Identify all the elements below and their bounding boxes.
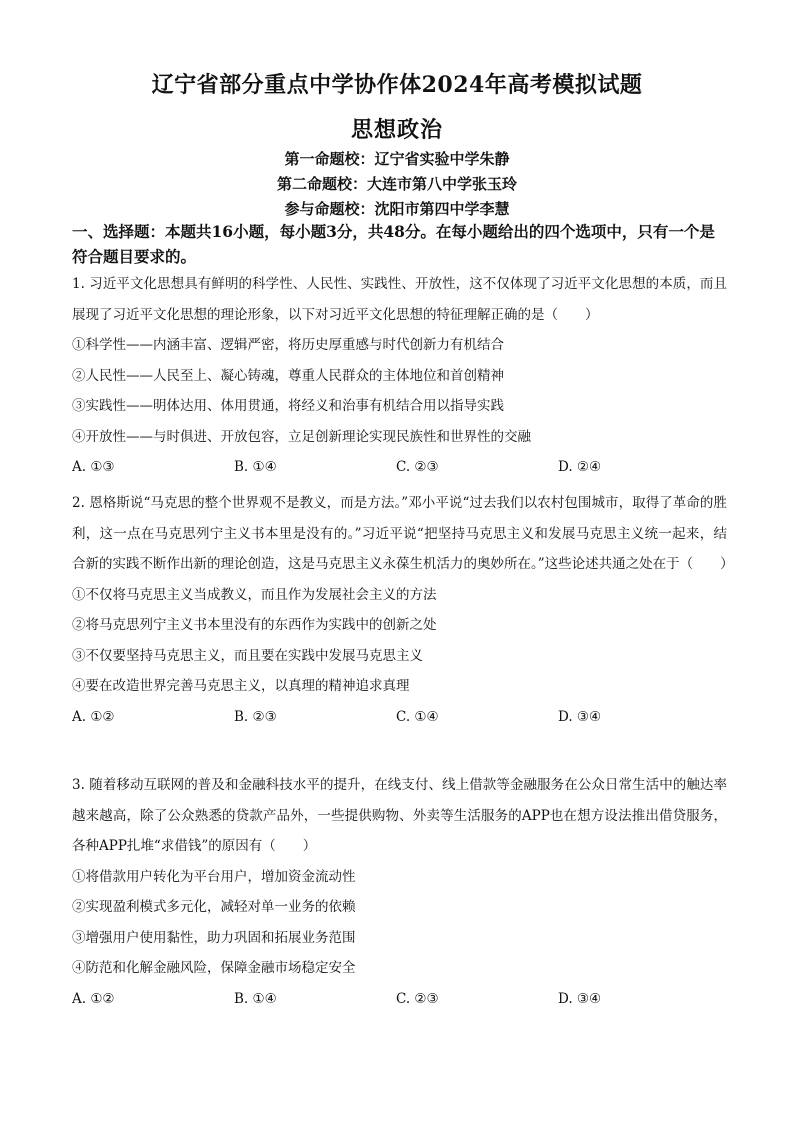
question-2: [72, 488, 734, 732]
choice-d: D. ②④: [558, 459, 602, 475]
statement-4: ④开放性——与时俱进、开放包容，立足创新理论实现民族性和世界性的交融: [72, 428, 531, 445]
choice-b: B. ①④: [234, 990, 277, 1007]
setter-line-1: 第一命题校：辽宁省实验中学朱静: [284, 150, 510, 168]
choice-d: D. ③④: [558, 708, 602, 725]
statement-2: ②实现盈利模式多元化，减轻对单一业务的依赖: [72, 899, 356, 915]
question-1: [72, 269, 727, 483]
statement-3: ③实践性——明体达用、体用贯通，将经义和治事有机结合用以指导实践: [72, 398, 504, 414]
question-stem: 3. 随着移动互联网的普及和金融科技水平的提升，在线支付、线上借款等金融服务在公众日常生活中的触达率越来越高，除了公众熟悉的贷款产品外，一些提供购物、外卖等生活服务的APP也在想方设法推出借贷服务，各种APP扎堆“求借钱”的原因有（ ）: [72, 777, 727, 854]
choice-a: A. ①②: [72, 708, 115, 725]
choice-a: A. ①③: [72, 459, 115, 475]
statement-1: ①不仅将马克思主义当成教义，而且作为发展社会主义的方法: [72, 586, 437, 603]
question-stem: 2. 恩格斯说“马克思的整个世界观不是教义，而是方法。”邓小平说“过去我们以农村包围城市，取得了革命的胜利，这一点在马克思列宁主义书本里是没有的。”习近平说“把坚持马克思主义和发展马克思主义统一起来，结合新的实践不断作出新的理论创造，这是马克思主义永葆生机活力的奥妙所在。”这些论述共通之处在于（ ）: [72, 495, 734, 572]
choice-c: C. ②③: [396, 990, 439, 1007]
choice-c: C. ②③: [396, 459, 439, 475]
statement-3: ③不仅要坚持马克思主义，而且要在实践中发展马克思主义: [72, 647, 423, 664]
statement-2: ②人民性——人民至上、凝心铸魂，尊重人民群众的主体地位和首创精神: [72, 367, 504, 384]
answer-choices: [72, 984, 727, 1015]
choice-b: B. ①④: [234, 459, 277, 475]
choice-a: A. ①②: [72, 990, 115, 1007]
statement-2: ②将马克思列宁主义书本里没有的东西作为实践中的创新之处: [72, 617, 437, 633]
question-3: [72, 770, 727, 1014]
setter-line-2: 第二命题校：大连市第八中学张玉玲: [276, 175, 517, 193]
statement-4: ④要在改造世界完善马克思主义，以真理的精神追求真理: [72, 678, 410, 694]
choice-d: D. ③④: [558, 990, 602, 1007]
answer-choices: [72, 452, 727, 483]
section-heading: 一、选择题：本题共16小题，每小题3分，共48分。在每小题给出的四个选项中，只有一个是符合题目要求的。: [72, 222, 715, 266]
choice-c: C. ①④: [396, 708, 439, 725]
statement-1: ①科学性——内涵丰富、逻辑严密，将历史厚重感与时代创新力有机结合: [72, 337, 504, 353]
setter-line-3: 参与命题校：沈阳市第四中学李慧: [284, 200, 510, 218]
question-stem: 1. 习近平文化思想具有鲜明的科学性、人民性、实践性、开放性，这不仅体现了习近平文化思想的本质，而且展现了习近平文化思想的理论形象，以下对习近平文化思想的特征理解正确的是（ ）: [72, 276, 727, 323]
statement-3: ③增强用户使用黏性，助力巩固和拓展业务范围: [72, 929, 356, 946]
exam-title: 辽宁省部分重点中学协作体2024年高考模拟试题: [151, 72, 643, 98]
subject-title: 思想政治: [350, 117, 443, 143]
answer-choices: [72, 702, 727, 733]
statement-4: ④防范和化解金融风险，保障金融市场稳定安全: [72, 960, 356, 976]
choice-b: B. ②③: [234, 708, 277, 725]
statement-1: ①将借款用户转化为平台用户，增加资金流动性: [72, 868, 356, 885]
